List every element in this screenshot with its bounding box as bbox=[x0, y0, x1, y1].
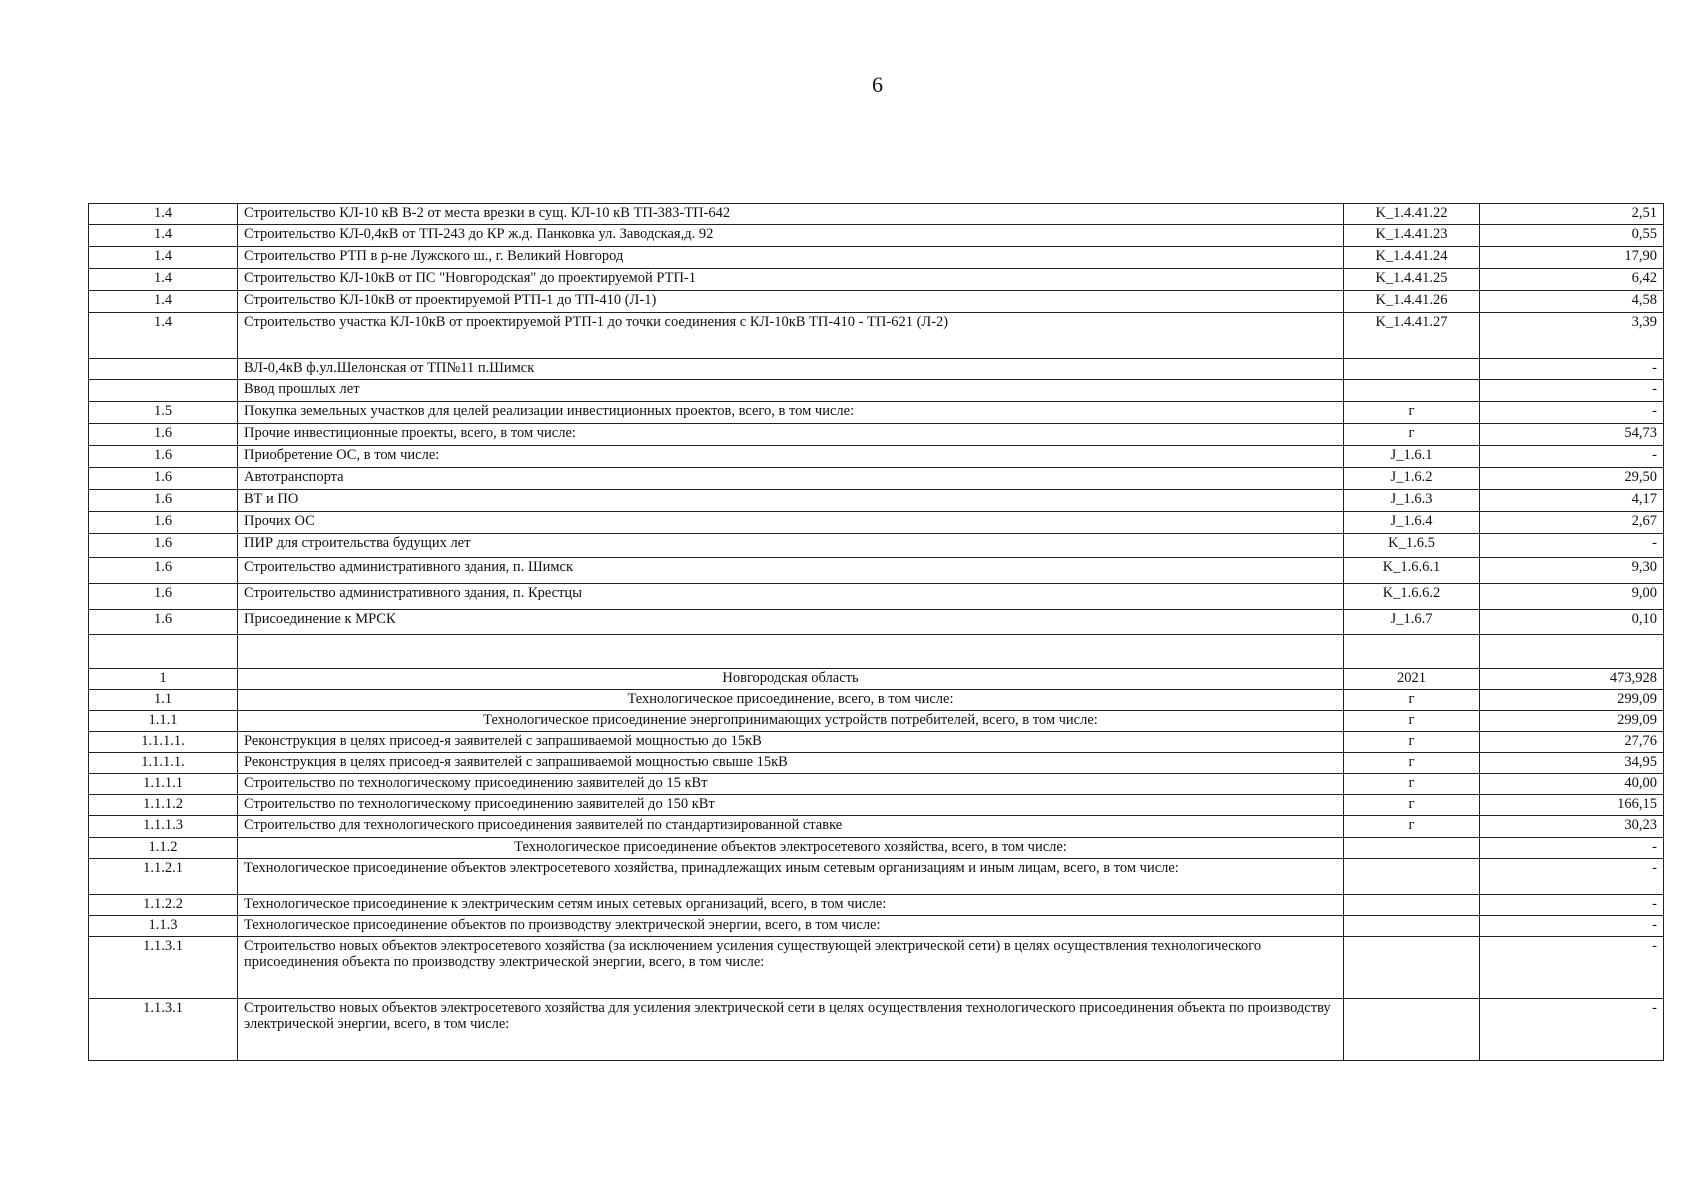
row-number: 1.1.2.2 bbox=[89, 895, 238, 916]
row-name: Строительство по технологическому присоединению заявителей до 15 кВт bbox=[238, 774, 1344, 795]
row-code: K_1.4.41.24 bbox=[1344, 247, 1480, 269]
row-number: 1.6 bbox=[89, 584, 238, 610]
row-number: 1.1.1.2 bbox=[89, 795, 238, 816]
row-name: Технологическое присоединение объектов электросетевого хозяйства, всего, в том числе: bbox=[238, 838, 1344, 859]
table-row bbox=[89, 690, 1664, 711]
row-name: Реконструкция в целях присоед-я заявителей с запрашиваемой мощностью до 15кВ bbox=[238, 732, 1344, 753]
row-value: - bbox=[1480, 895, 1664, 916]
page-number: 6 bbox=[872, 72, 883, 97]
row-number: 1.6 bbox=[89, 424, 238, 446]
row-value: - bbox=[1480, 402, 1664, 424]
row-code: г bbox=[1344, 424, 1480, 446]
row-name: Технологическое присоединение энергопринимающих устройств потребителей, всего, в том числе: bbox=[238, 711, 1344, 732]
row-name bbox=[238, 635, 1344, 669]
row-name: Строительство по технологическому присоединению заявителей до 150 кВт bbox=[238, 795, 1344, 816]
row-code bbox=[1344, 916, 1480, 937]
table-row bbox=[89, 402, 1664, 424]
table-row bbox=[89, 269, 1664, 291]
row-name: Покупка земельных участков для целей реализации инвестиционных проектов, всего, в том числе: bbox=[238, 402, 1344, 424]
row-number: 1.4 bbox=[89, 313, 238, 359]
row-name: Строительство КЛ-10кВ от проектируемой РТП-1 до ТП-410 (Л-1) bbox=[238, 291, 1344, 313]
row-number bbox=[89, 359, 238, 380]
row-value: 30,23 bbox=[1480, 816, 1664, 838]
row-name: Прочие инвестиционные проекты, всего, в том числе: bbox=[238, 424, 1344, 446]
row-value: 0,10 bbox=[1480, 610, 1664, 635]
table-row bbox=[89, 313, 1664, 359]
row-code: K_1.6.5 bbox=[1344, 534, 1480, 558]
row-name: Автотранспорта bbox=[238, 468, 1344, 490]
row-code: г bbox=[1344, 402, 1480, 424]
row-number: 1.6 bbox=[89, 610, 238, 635]
table-row bbox=[89, 359, 1664, 380]
row-value: - bbox=[1480, 999, 1664, 1061]
row-number: 1.1.3 bbox=[89, 916, 238, 937]
row-name: Технологическое присоединение объектов по производству электрической энергии, всего, в том числе: bbox=[238, 916, 1344, 937]
row-name: Технологическое присоединение объектов электросетевого хозяйства, принадлежащих иным сетевым организациям и иным лицам, всего, в том числе: bbox=[238, 859, 1344, 895]
table-row bbox=[89, 635, 1664, 669]
row-number: 1.1.1.1. bbox=[89, 732, 238, 753]
row-code: J_1.6.3 bbox=[1344, 490, 1480, 512]
row-code: 2021 bbox=[1344, 669, 1480, 690]
row-value: - bbox=[1480, 446, 1664, 468]
row-number: 1 bbox=[89, 669, 238, 690]
row-number: 1.6 bbox=[89, 558, 238, 584]
table-row bbox=[89, 225, 1664, 247]
row-number: 1.6 bbox=[89, 534, 238, 558]
row-name: Строительство административного здания, п. Шимск bbox=[238, 558, 1344, 584]
row-value: 6,42 bbox=[1480, 269, 1664, 291]
table-row bbox=[89, 204, 1664, 225]
row-value: 473,928 bbox=[1480, 669, 1664, 690]
row-value bbox=[1480, 635, 1664, 669]
table-body bbox=[89, 204, 1664, 1061]
table-row bbox=[89, 468, 1664, 490]
table-row bbox=[89, 610, 1664, 635]
row-value: 29,50 bbox=[1480, 468, 1664, 490]
row-number: 1.5 bbox=[89, 402, 238, 424]
row-number: 1.4 bbox=[89, 291, 238, 313]
row-name: Приобретение ОС, в том числе: bbox=[238, 446, 1344, 468]
row-number: 1.1.1.3 bbox=[89, 816, 238, 838]
row-code bbox=[1344, 380, 1480, 402]
table-row bbox=[89, 291, 1664, 313]
row-number: 1.1 bbox=[89, 690, 238, 711]
row-name: Строительство РТП в р-не Лужского ш., г. Великий Новгород bbox=[238, 247, 1344, 269]
row-code: K_1.4.41.27 bbox=[1344, 313, 1480, 359]
row-value: 27,76 bbox=[1480, 732, 1664, 753]
table-row bbox=[89, 669, 1664, 690]
row-code: K_1.4.41.25 bbox=[1344, 269, 1480, 291]
row-number: 1.6 bbox=[89, 468, 238, 490]
table-row bbox=[89, 937, 1664, 999]
row-code: K_1.4.41.26 bbox=[1344, 291, 1480, 313]
table-row bbox=[89, 584, 1664, 610]
table-row bbox=[89, 795, 1664, 816]
table-row bbox=[89, 774, 1664, 795]
row-value: - bbox=[1480, 937, 1664, 999]
row-name: Новгородская область bbox=[238, 669, 1344, 690]
table-row bbox=[89, 999, 1664, 1061]
row-name: Строительство для технологического присоединения заявителей по стандартизированной ставке bbox=[238, 816, 1344, 838]
row-value: 54,73 bbox=[1480, 424, 1664, 446]
table-row bbox=[89, 247, 1664, 269]
row-number: 1.1.3.1 bbox=[89, 999, 238, 1061]
row-name: Строительство административного здания, п. Крестцы bbox=[238, 584, 1344, 610]
row-value: 40,00 bbox=[1480, 774, 1664, 795]
row-name: ВТ и ПО bbox=[238, 490, 1344, 512]
row-number: 1.1.2 bbox=[89, 838, 238, 859]
row-code bbox=[1344, 937, 1480, 999]
table-row bbox=[89, 380, 1664, 402]
row-name: ПИР для строительства будущих лет bbox=[238, 534, 1344, 558]
table-row bbox=[89, 859, 1664, 895]
row-code bbox=[1344, 359, 1480, 380]
table-row bbox=[89, 895, 1664, 916]
investment-table bbox=[88, 203, 1664, 1061]
row-value: 3,39 bbox=[1480, 313, 1664, 359]
row-name: Ввод прошлых лет bbox=[238, 380, 1344, 402]
row-code bbox=[1344, 895, 1480, 916]
row-value: - bbox=[1480, 838, 1664, 859]
table-row bbox=[89, 534, 1664, 558]
row-code bbox=[1344, 859, 1480, 895]
table-row bbox=[89, 711, 1664, 732]
row-code bbox=[1344, 838, 1480, 859]
row-value: 9,00 bbox=[1480, 584, 1664, 610]
table-row bbox=[89, 558, 1664, 584]
row-number: 1.1.2.1 bbox=[89, 859, 238, 895]
row-name: Строительство новых объектов электросетевого хозяйства (за исключением усиления существующей электрической сети) в целях осуществления технологического присоединения объекта по производству электрической энергии, всего, в том числе: bbox=[238, 937, 1344, 999]
row-value: 2,51 bbox=[1480, 204, 1664, 225]
row-code bbox=[1344, 635, 1480, 669]
row-number: 1.4 bbox=[89, 225, 238, 247]
row-value: 299,09 bbox=[1480, 711, 1664, 732]
row-number bbox=[89, 380, 238, 402]
row-number: 1.6 bbox=[89, 512, 238, 534]
row-code: г bbox=[1344, 816, 1480, 838]
row-number: 1.6 bbox=[89, 490, 238, 512]
row-name: Строительство КЛ-0,4кВ от ТП-243 до КР ж.д. Панковка ул. Заводская,д. 92 bbox=[238, 225, 1344, 247]
row-value: 34,95 bbox=[1480, 753, 1664, 774]
row-value: 299,09 bbox=[1480, 690, 1664, 711]
row-value: - bbox=[1480, 859, 1664, 895]
row-code: J_1.6.1 bbox=[1344, 446, 1480, 468]
table-row bbox=[89, 838, 1664, 859]
table-row bbox=[89, 512, 1664, 534]
table-row bbox=[89, 446, 1664, 468]
row-name: Технологическое присоединение, всего, в том числе: bbox=[238, 690, 1344, 711]
row-name: Строительство КЛ-10 кВ В-2 от места врезки в сущ. КЛ-10 кВ ТП-383-ТП-642 bbox=[238, 204, 1344, 225]
row-name: Строительство КЛ-10кВ от ПС "Новгородская" до проектируемой РТП-1 bbox=[238, 269, 1344, 291]
row-code: J_1.6.4 bbox=[1344, 512, 1480, 534]
table-row bbox=[89, 732, 1664, 753]
table-row bbox=[89, 753, 1664, 774]
row-number bbox=[89, 635, 238, 669]
row-number: 1.4 bbox=[89, 204, 238, 225]
row-number: 1.1.1.1. bbox=[89, 753, 238, 774]
row-code bbox=[1344, 999, 1480, 1061]
row-value: 2,67 bbox=[1480, 512, 1664, 534]
row-code: г bbox=[1344, 690, 1480, 711]
row-code: K_1.4.41.23 bbox=[1344, 225, 1480, 247]
row-code: J_1.6.2 bbox=[1344, 468, 1480, 490]
row-value: 4,58 bbox=[1480, 291, 1664, 313]
row-code: K_1.4.41.22 bbox=[1344, 204, 1480, 225]
row-code: г bbox=[1344, 753, 1480, 774]
row-code: K_1.6.6.1 bbox=[1344, 558, 1480, 584]
row-name: Прочих ОС bbox=[238, 512, 1344, 534]
row-value: 0,55 bbox=[1480, 225, 1664, 247]
row-name: ВЛ-0,4кВ ф.ул.Шелонская от ТП№11 п.Шимск bbox=[238, 359, 1344, 380]
table-row bbox=[89, 916, 1664, 937]
table-row bbox=[89, 424, 1664, 446]
row-number: 1.4 bbox=[89, 269, 238, 291]
row-name: Технологическое присоединение к электрическим сетям иных сетевых организаций, всего, в том числе: bbox=[238, 895, 1344, 916]
row-code: J_1.6.7 bbox=[1344, 610, 1480, 635]
row-number: 1.1.1.1 bbox=[89, 774, 238, 795]
table-row bbox=[89, 816, 1664, 838]
row-value: - bbox=[1480, 380, 1664, 402]
row-number: 1.4 bbox=[89, 247, 238, 269]
row-value: 9,30 bbox=[1480, 558, 1664, 584]
row-name: Реконструкция в целях присоед-я заявителей с запрашиваемой мощностью свыше 15кВ bbox=[238, 753, 1344, 774]
row-value: 166,15 bbox=[1480, 795, 1664, 816]
row-value: - bbox=[1480, 916, 1664, 937]
row-value: - bbox=[1480, 359, 1664, 380]
row-value: - bbox=[1480, 534, 1664, 558]
row-value: 4,17 bbox=[1480, 490, 1664, 512]
row-number: 1.1.3.1 bbox=[89, 937, 238, 999]
row-name: Присоединение к МРСК bbox=[238, 610, 1344, 635]
row-value: 17,90 bbox=[1480, 247, 1664, 269]
row-code: г bbox=[1344, 795, 1480, 816]
row-code: г bbox=[1344, 732, 1480, 753]
table-row bbox=[89, 490, 1664, 512]
row-code: K_1.6.6.2 bbox=[1344, 584, 1480, 610]
row-number: 1.6 bbox=[89, 446, 238, 468]
row-name: Строительство новых объектов электросетевого хозяйства для усиления электрической сети в целях осуществления технологического присоединения объекта по производству электрической энергии, всего, в том числе: bbox=[238, 999, 1344, 1061]
row-name: Строительство участка КЛ-10кВ от проектируемой РТП-1 до точки соединения с КЛ-10кВ ТП-410 - ТП-621 (Л-2) bbox=[238, 313, 1344, 359]
row-number: 1.1.1 bbox=[89, 711, 238, 732]
row-code: г bbox=[1344, 711, 1480, 732]
row-code: г bbox=[1344, 774, 1480, 795]
